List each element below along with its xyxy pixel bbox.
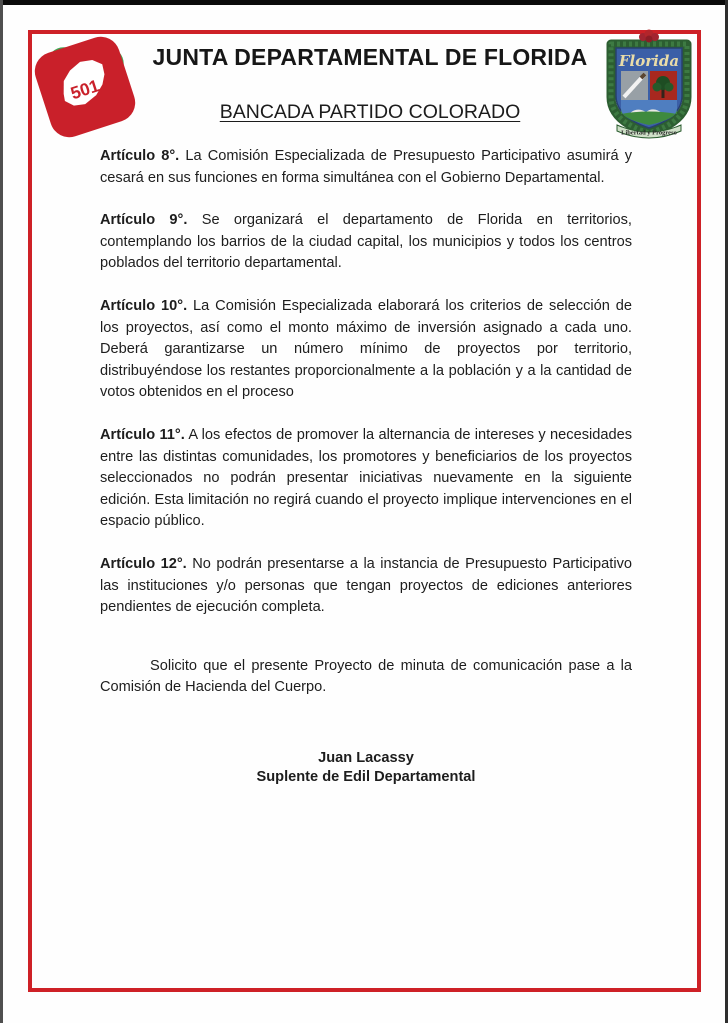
crest-top-flower-icon (639, 30, 659, 43)
article-text: No podrán presentarse a la instancia de Presupuesto Participativo las instituciones y/o personas que tengan proyectos de ediciones anteriores pendientes de ejecución completa. (100, 555, 632, 616)
crest-motto: Libertad y Progreso (621, 129, 677, 137)
article-text: A los efectos de promover la alternancia de intereses y necesidades entre las distintas comunidades, los promotores y beneficiarios de los proyectos seleccionados no podrán presentar iniciativas nuevamente en la siguiente edición. Esta limitación no regirá cuando el proyecto implique intervenciones en el espacio público. (100, 426, 633, 530)
article-paragraph-8 (100, 146, 632, 189)
signature-block (100, 749, 632, 787)
signature-name: Juan Lacassy (318, 749, 414, 766)
article-label: Artículo 12°. (100, 555, 187, 572)
article-text: Se organizará el departamento de Florida en territorios, contemplando los barrios de la ciudad capital, los municipios y todos los centros poblados del territorio departamental. (100, 212, 632, 272)
crest-title: Florida (618, 52, 680, 70)
logo-number: 501 (68, 75, 102, 104)
scan-artifact-left-edge (0, 0, 3, 1023)
florida-crest-icon (597, 29, 701, 143)
article-text: La Comisión Especializada elaborará los criterios de selección de los proyectos, así como el monto máximo de inversión asignado a cada uno. Deberá garantizarse un número mínimo de proyectos por territorio, distribuyéndose los restantes proporcionalmente a la población y a la cantidad de votos obtenidos en el proceso (100, 297, 632, 401)
document-title: JUNTA DEPARTAMENTAL DE FLORIDA (152, 44, 588, 70)
article-text: La Comisión Especializada de Presupuesto Participativo asumirá y cesará en sus funciones en forma simultánea con el Gobierno Departamental. (100, 148, 633, 186)
article-label: Artículo 9°. (100, 212, 188, 229)
signature-role: Suplente de Edil Departamental (256, 768, 476, 785)
article-paragraph-10 (100, 296, 632, 404)
article-paragraph-9 (100, 210, 632, 275)
lance-tip (641, 74, 645, 78)
article-label: Artículo 10°. (100, 297, 188, 314)
document-subtitle: BANCADA PARTIDO COLORADO (219, 101, 521, 123)
logo-red-square (32, 34, 138, 140)
document-body (100, 146, 632, 787)
article-paragraph-11 (100, 425, 632, 533)
lista-501-logo-icon (32, 34, 138, 140)
closing-paragraph: Solicito que el presente Proyecto de minuta de comunicación pase a la Comisión de Hacienda del Cuerpo. (100, 657, 632, 696)
article-paragraph-12 (100, 554, 632, 619)
article-label: Artículo 11°. (100, 426, 185, 443)
article-label: Artículo 8°. (100, 148, 180, 164)
scan-artifact-top-bar (0, 0, 728, 5)
